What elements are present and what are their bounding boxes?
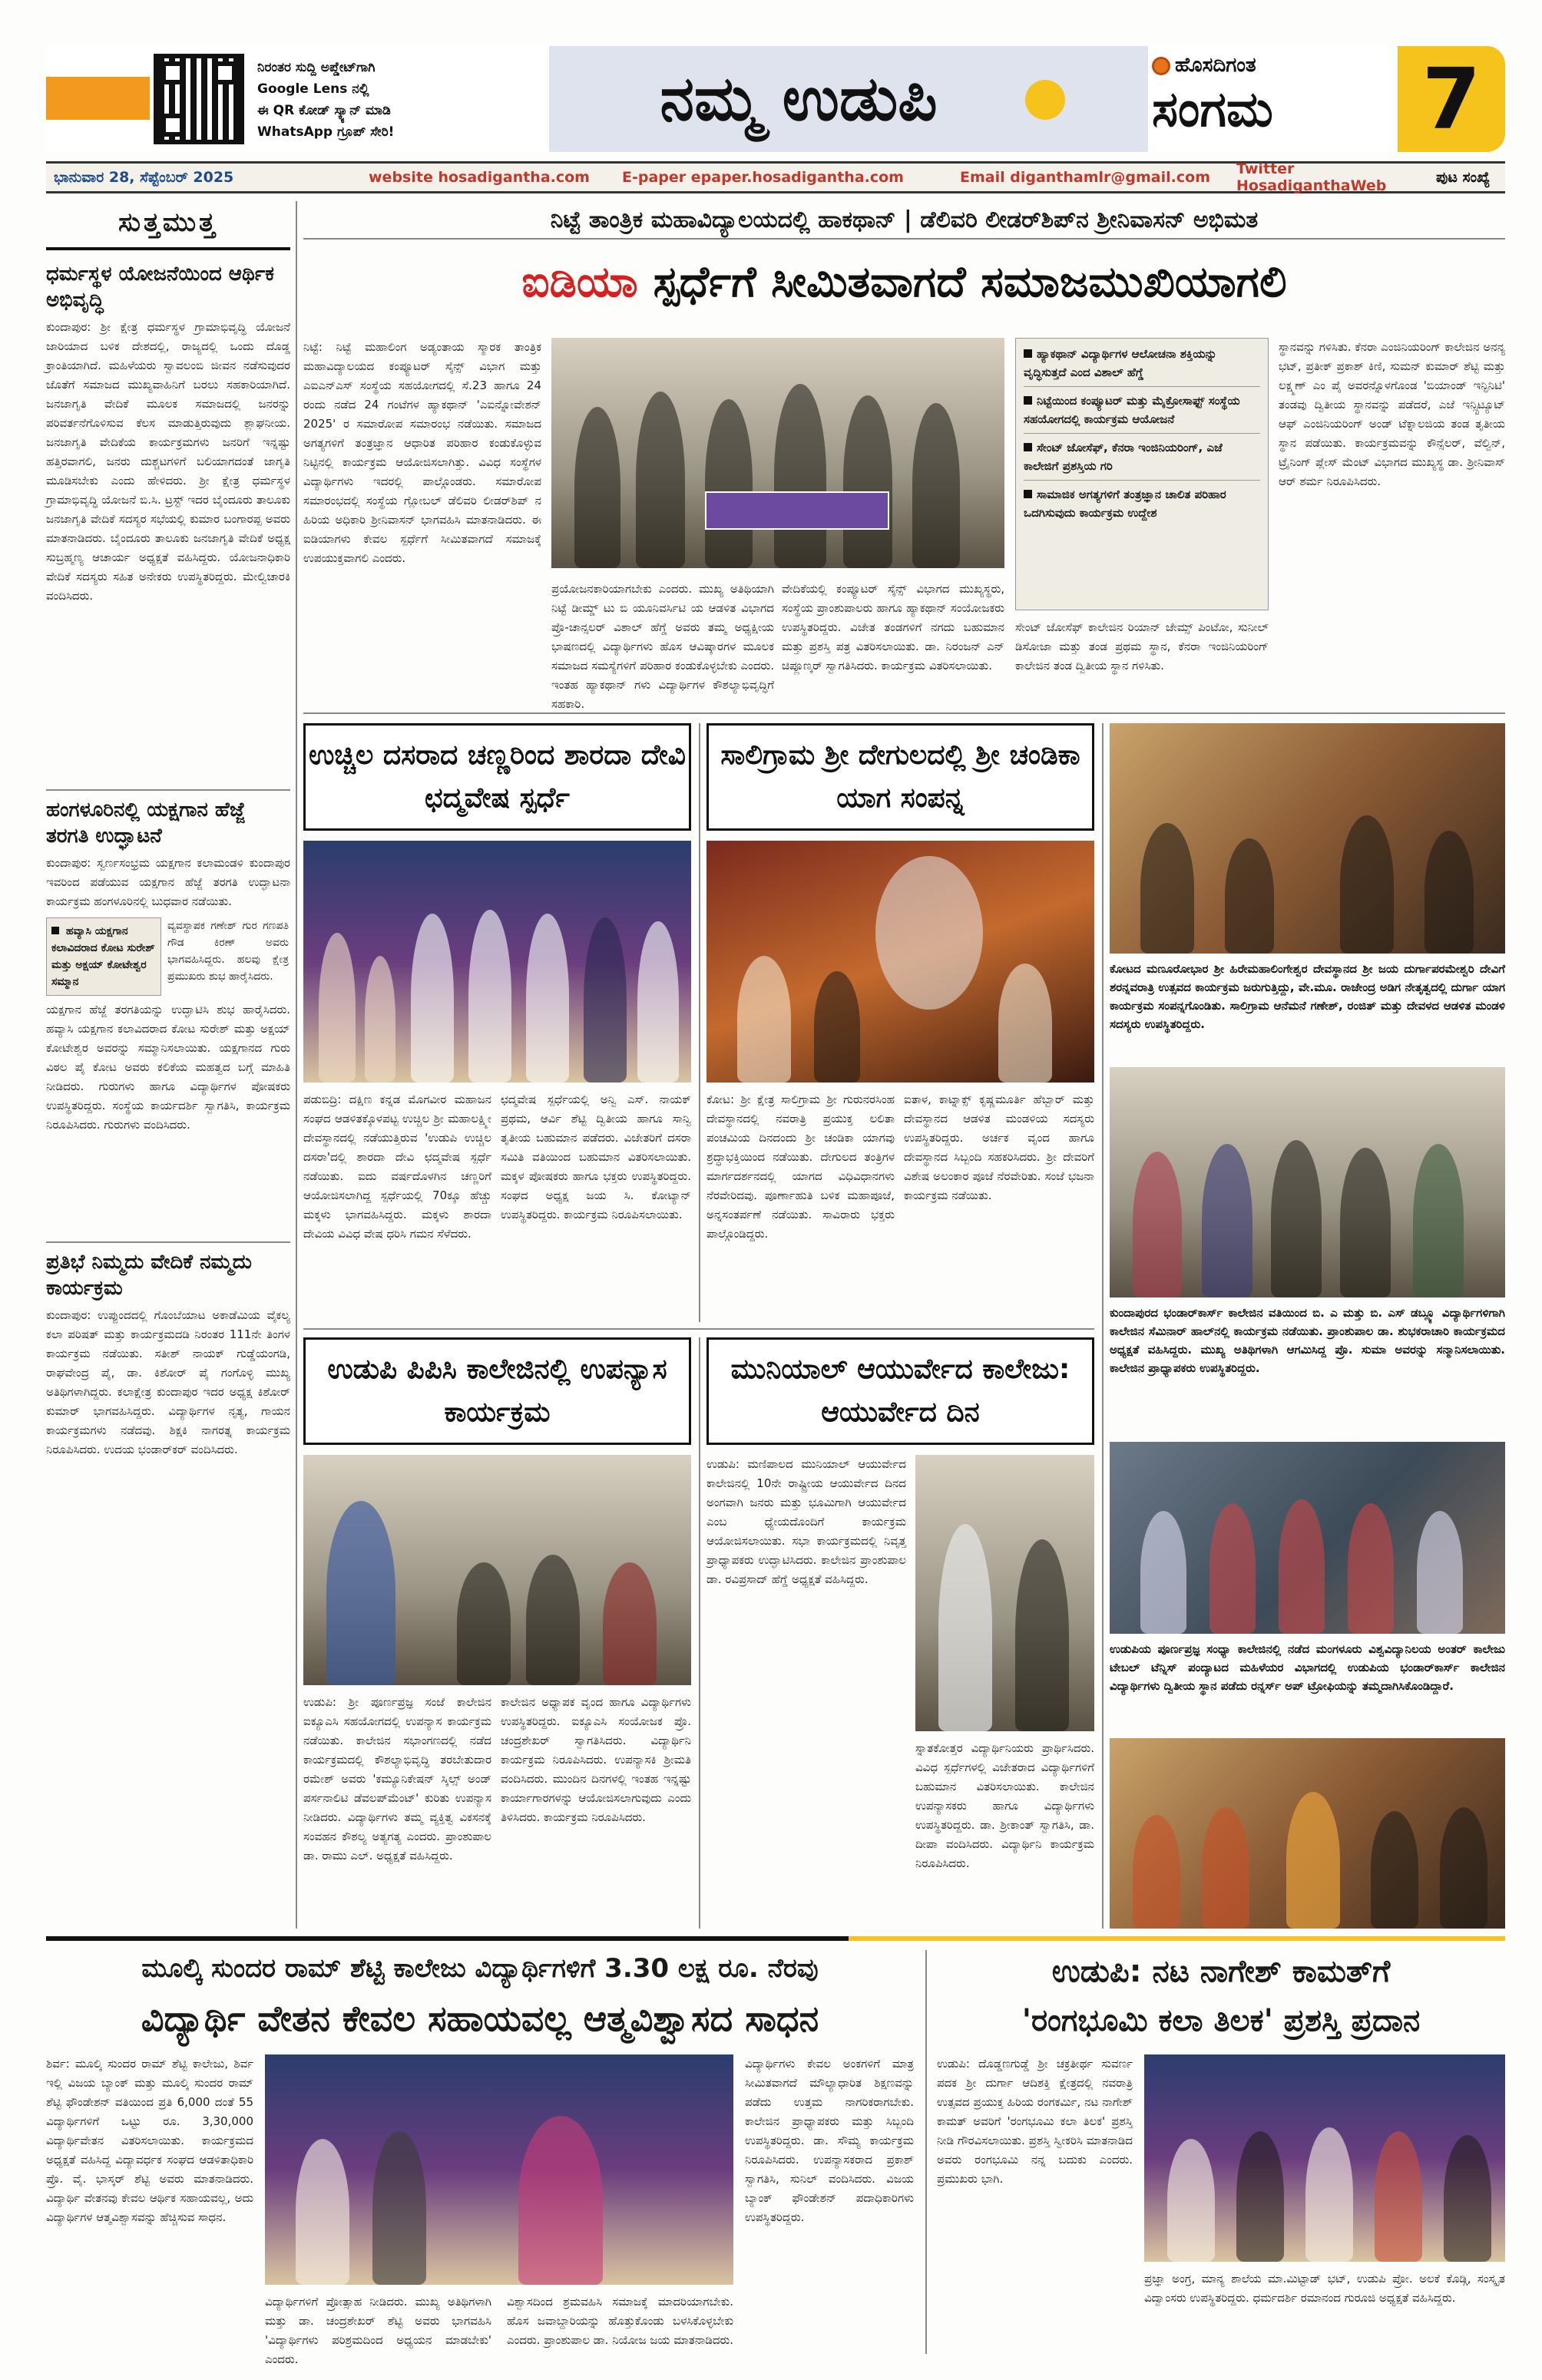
qr-text-line-4: WhatsApp ಗ್ರೂಪ್ ಸೇರಿ! — [257, 124, 395, 140]
ppc-headline-box — [303, 1337, 691, 1445]
temple-caption: ಕೋಟದ ಮಣೂರೋಭಾರ ಶ್ರೀ ಹಿರೇಮಹಾಲಿಂಗೇಶ್ವರ ದೇವಸ್ಥಾನದ ಶ್ರೀ ಜಯ ದುರ್ಗಾಪರಮೇಶ್ವರಿ ದೇವಿಗೆ ಶರನ್ನವರಾತ್ರಿ ಉತ್ಸವದ ಕಾರ್ಯಕ್ರಮ ಜರುಗುತ್ತಿದ್ದು, ವೇ.ಮೂ. ರಾಜೇಂದ್ರ ಅಡಿಗ ನೇತೃತ್ವದಲ್ಲಿ ದುರ್ಗಾ ಯಾಗ ಕಾರ್ಯಕ್ರಮ ಸಂಪನ್ನಗೊಂಡಿತು. ಸಾಲಿಗ್ರಾಮ ಆನೆಮನೆ ಗಣೇಶ್, ರಂಜಿತ್ ಮತ್ತು ದೇವಳದ ಆಡಳಿತ ಮಂಡಳಿ ಸದಸ್ಯರು ಉಪಸ್ಥಿತರಿದ್ದರು. — [1110, 962, 1505, 1031]
sidebar-story-3-headline: ಪ್ರತಿಭೆ ನಿಮ್ಮದು ವೇದಿಕೆ ನಮ್ಮದು ಕಾರ್ಯಕ್ರಮ — [46, 1241, 290, 1301]
sidebar-bullet-text: ಹವ್ಯಾಸಿ ಯಕ್ಷಗಾನ ಕಲಾವಿದರಾದ ಕೋಟ ಸುರೇಶ್ ಮತ್ತು ಅಕ್ಷಯ್ ಕೋಟೇಶ್ವರ ಸಮ್ಮಾನ — [51, 925, 155, 988]
sidebar-story-2-body-2: ಯಕ್ಷಗಾನ ಹೆಜ್ಜೆ ತರಗತಿಯನ್ನು ಉದ್ಘಾಟಿಸಿ ಶುಭ ಹಾರೈಸಿದರು. ಹವ್ಯಾಸಿ ಯಕ್ಷಗಾನ ಕಲಾವಿದರಾದ ಕೋಟ ಸುರೇಶ್ ಮತ್ತು ಅಕ್ಷಯ್ ಕೋಟೇಶ್ವರ ಅವರನ್ನು ಸಮ್ಮಾನಿಸಲಾಯಿತು. ಯಕ್ಷಗಾನದ ಗುರು ವಿಠಲ ಪೈ ಕೋಟ ಅವರು ಕಲಿಕೆಯ ಮಹತ್ವದ ಬಗ್ಗೆ ಮಾಹಿತಿ ನೀಡಿದರು. ಗುರುಗಳು ಹಾಗೂ ವಿದ್ಯಾರ್ಥಿಗಳ ಪೋಷಕರು ಉಪಸ್ಥಿತರಿದ್ದರು. ಸಂಸ್ಥೆಯ ಕಾರ್ಯದರ್ಶಿ ಸ್ವಾಗತಿಸಿ, ಕಾರ್ಯಕ್ರಮ ನಿರೂಪಿಸಿದರು. ಗುರುಗಳು ವಂದಿಸಿದರು. — [46, 1003, 290, 1132]
beejadi-photo[interactable] — [1110, 1738, 1505, 1929]
saligrama-headline-box — [706, 723, 1094, 831]
qr-text-line-3: ಈ QR ಕೋಡ್ ಸ್ಕ್ಯಾನ್ ಮಾಡಿ — [257, 103, 391, 118]
lead-bullet-4: ಸಾಮಾಜಿಕ ಅಗತ್ಯಗಳಿಗೆ ತಂತ್ರಜ್ಞಾನ ಚಾಲಿತ ಪರಿಹಾರ ಒದಗಿಸುವುದು ಕಾರ್ಯಕ್ರಮ ಉದ್ದೇಶ — [1024, 488, 1226, 520]
epaper-link[interactable]: E-paper epaper.hosadigantha.com — [622, 169, 904, 186]
scholarship-col-2: ವಿದ್ಯಾರ್ಥಿಗಳಿಗೆ ಪ್ರೋತ್ಸಾಹ ನೀಡಿದರು. ಮುಖ್ಯ ಅತಿಥಿಗಳಾಗಿ ಮತ್ತು ಡಾ. ಚಂದ್ರಶೇಖರ್ ಶೆಟ್ಟಿ ಅವರು ಭಾಗವಹಿಸಿ 'ವಿದ್ಯಾರ್ಥಿಗಳು ಪರಿಶ್ರಮದಿಂದ ಅಧ್ಯಯನ ಮಾಡಬೇಕು' ಎಂದರು. — [265, 2295, 491, 2366]
lead-kicker: ನಿಟ್ಟೆ ತಾಂತ್ರಿಕ ಮಹಾವಿದ್ಯಾಲಯದಲ್ಲಿ ಹಾಕಥಾನ್ | ಡೆಲಿವರಿ ಲೀಡರ್‌ಶಿಪ್‌ನ ಶ್ರೀನಿವಾಸನ್ ಅಭಿಮತ — [303, 201, 1505, 240]
ppc-col-1: ಉಡುಪಿ: ಶ್ರೀ ಪೂರ್ಣಪ್ರಜ್ಞ ಸಂಜೆ ಕಾಲೇಜಿನ ಐಕ್ಯೂಎಸಿ ಸಹಯೋಗದಲ್ಲಿ ಉಪನ್ಯಾಸ ಕಾರ್ಯಕ್ರಮ ನಡೆಯಿತು. ಕಾಲೇಜಿನ ಸಭಾಂಗಣದಲ್ಲಿ ನಡೆದ ಕಾರ್ಯಕ್ರಮದಲ್ಲಿ ಕೌಶಲ್ಯಾಭಿವೃದ್ಧಿ ತರಬೇತುದಾರ ರಮೇಶ್ ಅವರು 'ಕಮ್ಯೂನಿಕೇಷನ್ ಸ್ಕಿಲ್ಸ್ ಅಂಡ್ ಪರ್ಸನಾಲಿಟಿ ಡೆವಲಪ್‌ಮೆಂಟ್' ಕುರಿತು ಉಪನ್ಯಾಸ ನೀಡಿದರು. ವಿದ್ಯಾರ್ಥಿಗಳು ತಮ್ಮ ವ್ಯಕ್ತಿತ್ವ ವಿಕಸನಕ್ಕೆ ಸಂವಹನ ಕೌಶಲ್ಯ ಅತ್ಯಗತ್ಯ ಎಂದರು. ಪ್ರಾಂಶುಪಾಲ ಡಾ. ರಾಮು ಎಲ್. ಅಧ್ಯಕ್ಷತೆ ವಹಿಸಿದ್ದರು. — [303, 1695, 491, 1863]
scholarship-headline-main: ವಿದ್ಯಾರ್ಥಿ ವೇತನ ಕೇವಲ ಸಹಾಯವಲ್ಲ ಆತ್ಮವಿಶ್ವಾಸದ ಸಾಧನ — [141, 1998, 819, 2039]
temple-photo[interactable] — [1110, 723, 1505, 954]
qr-text-line-1: ನಿರಂತರ ಸುದ್ದಿ ಅಪ್ಡೇಟ್‌ಗಾಗಿ — [257, 60, 376, 75]
ayurveda-photo[interactable] — [915, 1455, 1094, 1731]
sidebar-story-2-side: ವ್ಯವಸ್ಥಾಪಕ ಗಣೇಶ್ ಗುರ ಗಣಪತಿ ಗೌಡ ಕಿರಣ್ ಅವರು ಭಾಗವಹಿಸಿದ್ದರು. ಹಲವು ಕ್ಷೇತ್ರ ಪ್ರಮುಖರು ಶುಭ ಹಾರೈಸಿದರು. — [167, 920, 289, 983]
lead-bullet-3: ಸೇಂಟ್ ಜೋಸೆಫ್, ಕೆನರಾ ಇಂಜಿನಿಯರಿಂಗ್, ಎಜೆ ಕಾಲೇಜಿಗೆ ಪ್ರಶಸ್ತಿಯ ಗರಿ — [1024, 438, 1260, 481]
sun-icon — [1025, 80, 1065, 120]
lead-col-3: ವೇದಿಕೆಯಲ್ಲಿ ಕಂಪ್ಯೂಟರ್ ಸೈನ್ಸ್ ವಿಭಾಗದ ಮುಖ್ಯಸ್ಥರು, ಸಂಸ್ಥೆಯ ಪ್ರಾಂಶುಪಾಲರು ಹಾಗೂ ಹ್ಯಾಕಥಾನ್ ಸಂಯೋಜಕರು ಉಪಸ್ಥಿತರಿದ್ದರು. ವಿಜೇತ ತಂಡಗಳಿಗೆ ನಗದು ಬಹುಮಾನ ಮತ್ತು ಪ್ರಶಸ್ತಿ ಪತ್ರ ವಿತರಿಸಲಾಯಿತು. ಡಾ. ನಿರಂಜನ್ ಎನ್ ಚಿಪ್ಲೂಣ್ಕರ್ ಸ್ವಾಗತಿಸಿದರು. ಕಾರ್ಯಕ್ರಮ ವಿತರಿಸಲಾಯಿತು. — [782, 582, 1004, 673]
brand-badge — [1152, 54, 1382, 142]
qr-instructions — [257, 57, 541, 143]
bhandarkars-caption: ಕುಂದಾಪುರದ ಭಂಡಾರ್‌ಕಾರ್ಸ್ ಕಾಲೇಜಿನ ವತಿಯಿಂದ ಬಿ. ಎ ಮತ್ತು ಬಿ. ಎಸ್ ಡಬ್ಲ್ಯೂ ವಿದ್ಯಾರ್ಥಿಗಳಿಗಾಗಿ ಕಾಲೇಜಿನ ಸೆಮಿನಾರ್ ಹಾಲ್‌ನಲ್ಲಿ ಕಾರ್ಯಕ್ರಮ ನಡೆಯಿತು. ಪ್ರಾಂಶುಪಾಲ ಡಾ. ಶುಭಕರಾಚಾರಿ ಕಾರ್ಯಕ್ರಮದ ಅಧ್ಯಕ್ಷತೆ ವಹಿಸಿದ್ದರು. ಮುಖ್ಯ ಅತಿಥಿಗಳಾಗಿ ಆಗಮಿಸಿದ್ದ ಪ್ರೊ. ಸುಮಾ ಅವರನ್ನು ಸನ್ಮಾನಿಸಲಾಯಿತು. ಕಾಲೇಜಿನ ಪ್ರಾಧ್ಯಾಪಕರು ಉಪಸ್ಥಿತರಿದ್ದರು. — [1110, 1306, 1505, 1375]
scholarship-headline-top: ಮೂಲ್ಕಿ ಸುಂದರ ರಾಮ್ ಶೆಟ್ಟಿ ಕಾಲೇಜು ವಿದ್ಯಾರ್ಥಿಗಳಿಗೆ 3.30 ಲಕ್ಷ ರೂ. ನೆರವು — [141, 1953, 819, 1984]
lead-headline — [303, 244, 1505, 321]
ayurveda-headline: ಮುನಿಯಾಲ್ ಆಯುರ್ವೇದ ಕಾಲೇಜು: ಆಯುರ್ವೇದ ದಿನ — [730, 1354, 1070, 1428]
dasara-col-1: ಪಡುಬಿದ್ರಿ: ದಕ್ಷಿಣ ಕನ್ನಡ ಮೊಗವೀರ ಮಹಾಜನ ಸಂಘದ ಆಡಳಿತಕ್ಕೊಳಪಟ್ಟ ಉಚ್ಚಿಲ ಶ್ರೀ ಮಹಾಲಕ್ಷ್ಮೀ ದೇವಸ್ಥಾನದಲ್ಲಿ ನಡೆಯುತ್ತಿರುವ 'ಉಡುಪಿ ಉಚ್ಚಿಲ ದಸರಾ'ದಲ್ಲಿ ಶಾರದಾ ದೇವಿ ಛದ್ಮವೇಷ ಸ್ಪರ್ಧೆ ನಡೆಯಿತು. ಐದು ವರ್ಷದೊಳಗಿನ ಚಣ್ಣರಿಗೆ ಆಯೋಜಿಸಲಾಗಿದ್ದ ಸ್ಪರ್ಧೆಯಲ್ಲಿ 70ಕ್ಕೂ ಹೆಚ್ಚು ಮಕ್ಕಳು ಭಾಗವಹಿಸಿದ್ದರು. ಮಕ್ಕಳು ಶಾರದಾ ದೇವಿಯ ವಿವಿಧ ವೇಷ ಧರಿಸಿ ಗಮನ ಸೆಳೆದರು. — [303, 1092, 491, 1241]
mid-divider-2 — [699, 1337, 700, 1929]
bottom-divider — [925, 1950, 927, 2354]
ayurveda-headline-box — [706, 1337, 1094, 1445]
saligrama-headline: ಸಾಲಿಗ್ರಾಮ ಶ್ರೀ ದೇಗುಲದಲ್ಲಿ ಶ್ರೀ ಚಂಡಿಕಾ ಯಾಗ ಸಂಪನ್ನ — [720, 739, 1080, 814]
issue-date: ಭಾನುವಾರ 28, ಸೆಪ್ಟೆಂಬರ್ 2025 — [54, 169, 234, 186]
qr-text-line-2: Google Lens ನಲ್ಲಿ — [257, 81, 369, 97]
ayurveda-col-1: ಉಡುಪಿ: ಮಣಿಪಾಲದ ಮುನಿಯಾಲ್ ಆಯುರ್ವೇದ ಕಾಲೇಜಿನಲ್ಲಿ 10ನೇ ರಾಷ್ಟ್ರೀಯ ಆಯುರ್ವೇದ ದಿನದ ಅಂಗವಾಗಿ ಜನರು ಮತ್ತು ಭೂಮಿಗಾಗಿ ಆಯುರ್ವೇದ ಎಂಬ ಧ್ಯೇಯದೊಂದಿಗೆ ಕಾರ್ಯಕ್ರಮ ಆಯೋಜಿಸಲಾಯಿತು. ಸಭಾ ಕಾರ್ಯಕ್ರಮದಲ್ಲಿ ನಿವೃತ್ತ ಪ್ರಾಧ್ಯಾಪಕರು ಉದ್ಘಾಟಿಸಿದರು. ಕಾಲೇಜಿನ ಪ್ರಾಂಶುಪಾಲ ಡಾ. ರವಿಪ್ರಸಾದ್ ಹೆಗ್ಡೆ ಅಧ್ಯಕ್ಷತೆ ವಹಿಸಿದ್ದರು. — [706, 1457, 906, 1586]
sidebar-story-3-body: ಕುಂದಾಪುರ: ಉಪ್ಪುಂದದಲ್ಲಿ ಗೊಂಬೆಯಾಟ ಅಕಾಡೆಮಿಯ ವೈಕಲ್ಯ ಕಲಾ ಪರಿಷತ್ ಮತ್ತು ಕಾರ್ಯಕ್ರಮದಡಿ ನಿರಂತರ 111ನೇ ತಿಂಗಳ ಕಾರ್ಯಕ್ರಮ ನಡೆಯಿತು. ಸತೀಶ್ ನಾಯಕ್ ಗುಡ್ಡೆಯಂಗಡಿ, ರಾಘವೇಂದ್ರ ಪೈ, ಡಾ. ಕಿಶೋರ್ ಪೈ ಗಂಗೊಳ್ಳಿ ಮುಖ್ಯ ಅತಿಥಿಗಳಾಗಿದ್ದರು. ಕಲಾಕ್ಷೇತ್ರ ಕುಂದಾಪುರ ಇದರ ಅಧ್ಯಕ್ಷ ಕಿಶೋರ್ ಕುಮಾರ್ ಭಾಗವಹಿಸಿದ್ದರು. ವಿದ್ಯಾರ್ಥಿಗಳ ನೃತ್ಯ, ಗಾಯನ ಕಾರ್ಯಕ್ರಮಗಳು ನಡೆದವು. ಶಿಕ್ಷಕಿ ನಾಗರತ್ನ ಕಾರ್ಯಕ್ರಮ ನಿರೂಪಿಸಿದರು. ಉದಯ ಭಂಡಾರ್‌ಕರ್ ವಂದಿಸಿದರು. — [46, 1308, 290, 1456]
scholarship-col-3: ವಿಶ್ವಾಸದಿಂದ ಶ್ರಮವಹಿಸಿ ಸಮಾಜಕ್ಕೆ ಮಾದರಿಯಾಗಬೇಕು. ಹೊಸ ಜವಾಬ್ದಾರಿಯನ್ನು ಹೊತ್ತುಕೊಂಡು ಬಳಸಿಕೊಳ್ಳಬೇಕು ಎಂದರು. ಪ್ರಾಂಶುಪಾಲ ಡಾ. ನಿಯೋಜ ಜಯ ಮಾತನಾಡಿದರು. — [507, 2295, 733, 2347]
bullet-square-icon — [51, 927, 59, 934]
sidebar-title: ಸುತ್ತಮುತ್ತ — [46, 201, 290, 250]
info-strip — [46, 161, 1505, 193]
saligrama-col-2: ಐತಾಳ, ಕಾಟ್ನಾಕ್ಸ್ ಕೃಷ್ಣಮೂರ್ತಿ ಹೆಬ್ಬಾರ್ ಮತ್ತು ದೇವಸ್ಥಾನದ ಆಡಳಿತ ಮಂಡಳಿಯ ಸದಸ್ಯರು ಉಪಸ್ಥಿತರಿದ್ದರು. ಅರ್ಚಕ ವೃಂದ ಹಾಗೂ ದೇವಸ್ಥಾನದ ಸಿಬ್ಬಂದಿ ಸಹಕರಿಸಿದರು. ಶ್ರೀ ದೇವರಿಗೆ ವಿಶೇಷ ಅಲಂಕಾರ ಪೂಜೆ ನೆರವೇರಿತು. ಸಂಜೆ ಭಜನಾ ಕಾರ್ಯಕ್ರಮ ನಡೆಯಿತು. — [904, 1092, 1094, 1202]
brand-name: ಹೊಸದಿಗಂತ — [1175, 54, 1256, 77]
mid-rule — [303, 1328, 1094, 1330]
sidebar-divider — [296, 201, 297, 1929]
sidebar-story-1-headline: ಧರ್ಮಸ್ಥಳ ಯೋಜನೆಯಿಂದ ಆರ್ಥಿಕ ಅಭಿವೃದ್ಧಿ — [46, 263, 274, 312]
page-number-box — [1398, 46, 1505, 152]
nagesh-headline-main: 'ರಂಗಭೂಮಿ ಕಲಾ ತಿಲಕ' ಪ್ರಶಸ್ತಿ ಪ್ರದಾನ — [1021, 2003, 1421, 2038]
qr-code[interactable] — [154, 54, 244, 144]
bullet-square-icon — [1024, 349, 1032, 358]
page-title: ನಮ್ಮ ಉಡುಪಿ — [660, 63, 938, 134]
scholarship-col-1: ಶಿರ್ವ: ಮೂಲ್ಕಿ ಸುಂದರ ರಾಮ್ ಶೆಟ್ಟಿ ಕಾಲೇಜು, ಶಿರ್ವ ಇಲ್ಲಿ ವಿಜಯ ಬ್ಯಾಂಕ್ ಮತ್ತು ಮೂಲ್ಕಿ ಸುಂದರ ರಾಮ್ ಶೆಟ್ಟಿ ಫೌಂಡೇಶನ್ ವತಿಯಿಂದ ಪ್ರತಿ 6,000 ದಂತೆ 55 ವಿದ್ಯಾರ್ಥಿಗಳಿಗೆ ಒಟ್ಟು ರೂ. 3,30,000 ವಿದ್ಯಾರ್ಥಿವೇತನ ವಿತರಿಸಲಾಯಿತು. ಕಾರ್ಯಕ್ರಮದ ಅಧ್ಯಕ್ಷತೆ ವಹಿಸಿದ್ದ ವಿದ್ಯಾವರ್ಧಕ ಸಂಘದ ಆಡಳಿತಾಧಿಕಾರಿ ಪ್ರೊ. ವೈ. ಭಾಸ್ಕರ್ ಶೆಟ್ಟಿ ಅವರು ಮಾತನಾಡಿದರು. ವಿದ್ಯಾರ್ಥಿ ವೇತನವು ಕೇವಲ ಆರ್ಥಿಕ ಸಹಾಯವಲ್ಲ, ಅದು ವಿದ್ಯಾರ್ಥಿಗಳ ಆತ್ಮವಿಶ್ವಾಸವನ್ನು ಹೆಚ್ಚಿಸುವ ಸಾಧನ. — [46, 2057, 253, 2224]
nagesh-photo[interactable] — [1144, 2054, 1505, 2262]
nagesh-headline-top: ಉಡುಪಿ: ನಟ ನಾಗೇಶ್ ಕಾಮತ್‌ಗೆ — [1051, 1954, 1391, 1989]
lead-headline-black: ಸ್ಪರ್ಧೆಗೆ ಸೀಮಿತವಾಗದೆ ಸಮಾಜಮುಖಿಯಾಗಲಿ — [653, 257, 1287, 307]
ayurveda-col-2: ಸ್ನಾತಕೋತ್ತರ ವಿದ್ಯಾರ್ಥಿನಿಯರು ಪ್ರಾರ್ಥಿಸಿದರು. ವಿವಿಧ ಸ್ಪರ್ಧೆಗಳಲ್ಲಿ ವಿಜೇತರಾದ ವಿದ್ಯಾರ್ಥಿಗಳಿಗೆ ಬಹುಮಾನ ವಿತರಿಸಲಾಯಿತು. ಕಾಲೇಜಿನ ಉಪನ್ಯಾಸಕರು ಹಾಗೂ ವಿದ್ಯಾರ್ಥಿಗಳು ಉಪಸ್ಥಿತರಿದ್ದರು. ಡಾ. ಶ್ರೀಕಾಂತ್ ಸ್ವಾಗತಿಸಿ, ಡಾ. ದೀಪಾ ವಂದಿಸಿದರು. ವಿದ್ಯಾರ್ಥಿನಿ ಕಾರ್ಯಕ್ರಮ ನಿರೂಪಿಸಿದರು. — [915, 1741, 1094, 1870]
dasara-photo[interactable] — [303, 841, 691, 1083]
bottom-band-rule — [46, 1936, 1505, 1941]
nagesh-col-1: ಉಡುಪಿ: ದೊಡ್ಡಣಗುಡ್ಡೆ ಶ್ರೀ ಚಕ್ರತೀರ್ಥ ಸುವರ್ಣ ಪದಕ ಶ್ರೀ ದುರ್ಗಾ ಆದಿಶಕ್ತಿ ಕ್ಷೇತ್ರದಲ್ಲಿ ನವರಾತ್ರಿ ಉತ್ಸವದ ಪ್ರಯುಕ್ತ ಹಿರಿಯ ರಂಗಕರ್ಮಿ, ನಟ ನಾಗೇಶ್ ಕಾಮತ್ ಅವರಿಗೆ 'ರಂಗಭೂಮಿ ಕಲಾ ತಿಲಕ' ಪ್ರಶಸ್ತಿ ನೀಡಿ ಗೌರವಿಸಲಾಯಿತು. ಪ್ರಶಸ್ತಿ ಸ್ವೀಕರಿಸಿ ಮಾತನಾಡಿದ ಅವರು ರಂಗಭೂಮಿ ನನ್ನ ಬದುಕು ಎಂದರು. ಪ್ರಮುಖರು ಭಾಗಿ. — [937, 2057, 1133, 2186]
right-column-divider — [1102, 723, 1104, 1929]
bullet-square-icon — [1024, 490, 1032, 498]
sidebar-story-1-body: ಕುಂದಾಪುರ: ಶ್ರೀ ಕ್ಷೇತ್ರ ಧರ್ಮಸ್ಥಳ ಗ್ರಾಮಾಭಿವೃದ್ಧಿ ಯೋಜನೆ ಜಾರಿಯಾದ ಬಳಿಕ ದೇಶದಲ್ಲಿ, ರಾಜ್ಯದಲ್ಲಿ ಒಂದು ದೊಡ್ಡ ಕ್ರಾಂತಿಯಾಗಿದೆ. ಮಹಿಳೆಯರು ಸ್ವಾವಲಂಬಿ ಜೀವನ ನಡೆಸುವುದರ ಜೊತೆಗೆ ಸಮಾಜದ ಮುಖ್ಯವಾಹಿನಿಗೆ ಬರಲು ಸಹಕಾರಿಯಾಗಿದೆ. ಜನಜಾಗೃತಿ ವೇದಿಕೆ ಮೂಲಕ ಸಮಾಜದಲ್ಲಿ ಜನರನ್ನು ಪರಿವರ್ತನೆಗೊಳಿಸುವ ಕೆಲಸ ಮಾಡುತ್ತಿರುವುದು ಶ್ಲಾಘನೀಯ. ಜನಜಾಗೃತಿ ವೇದಿಕೆಯ ಕಾರ್ಯಕ್ರಮಗಳು ಜನರಿಗೆ ಇನ್ನಷ್ಟು ಹತ್ತಿರವಾಗಲಿ, ಜನರು ದುಶ್ಚಟಗಳಿಗೆ ಬಲಿಯಾಗದಂತೆ ಜಾಗೃತಿ ಮೂಡಿಸಬೇಕು ಎಂದು ಹೇಳಿದರು. ಶ್ರೀ ಕ್ಷೇತ್ರ ಧರ್ಮಸ್ಥಳ ಗ್ರಾಮಾಭಿವೃದ್ಧಿ ಯೋಜನೆ ಬಿ.ಸಿ. ಟ್ರಸ್ಟ್ ಇದರ ಬೈಂದೂರು ತಾಲೂಕು ಜನಜಾಗೃತಿ ವೇದಿಕೆ ಸದಸ್ಯರ ಸಭೆಯಲ್ಲಿ ಕುಮಾರ ಬಂಗಾರಪ್ಪ ಅವರು ಮಾತನಾಡಿದರು. ಬೈಂದೂರು ತಾಲೂಕು ಜನಜಾಗೃತಿ ವೇದಿಕೆ ಅಧ್ಯಕ್ಷ ಸುಬ್ರಹ್ಮಣ್ಯ ಆಚಾರ್ಯ ಅಧ್ಯಕ್ಷತೆ ವಹಿಸಿದ್ದರು. ಯೋಜನಾಧಿಕಾರಿ ವೇದಿಕೆ ಸದಸ್ಯರು ಸಹಿತ ಅನೇಕರು ಉಪಸ್ಥಿತರಿದ್ದರು. ಮೇಲ್ವಿಚಾರಕಿ ವಂದಿಸಿದರು. — [46, 320, 290, 603]
ppc-col-2: ಕಾಲೇಜಿನ ಅಧ್ಯಾಪಕ ವೃಂದ ಹಾಗೂ ವಿದ್ಯಾರ್ಥಿಗಳು ಉಪಸ್ಥಿತರಿದ್ದರು. ಐಕ್ಯೂಎಸಿ ಸಂಯೋಜಕ ಪ್ರೊ. ಚಂದ್ರಶೇಖರ್ ಸ್ವಾಗತಿಸಿದರು. ವಿದ್ಯಾರ್ಥಿನಿ ಕಾರ್ಯಕ್ರಮ ನಿರೂಪಿಸಿದರು. ಉಪನ್ಯಾಸಕಿ ಶ್ರೀಮತಿ ವಂದಿಸಿದರು. ಮುಂದಿನ ದಿನಗಳಲ್ಲಿ ಇಂತಹ ಇನ್ನಷ್ಟು ಕಾರ್ಯಾಗಾರಗಳನ್ನು ಆಯೋಜಿಸಲಾಗುವುದು ಎಂದು ತಿಳಿಸಿದರು. ಕಾರ್ಯಕ್ರಮ ನಿರೂಪಿಸಿದರು. — [501, 1695, 691, 1824]
table-tennis-caption: ಉಡುಪಿಯ ಪೂರ್ಣಪ್ರಜ್ಞ ಸಂಧ್ಯಾ ಕಾಲೇಜಿನಲ್ಲಿ ನಡೆದ ಮಂಗಳೂರು ವಿಶ್ವವಿದ್ಯಾನಿಲಯ ಅಂತರ್ ಕಾಲೇಜು ಟೇಬಲ್ ಟೆನ್ನಿಸ್ ಪಂದ್ಯಾಟದ ಮಹಿಳೆಯರ ವಿಭಾಗದಲ್ಲಿ ಉಡುಪಿಯ ಭಂಡಾರ್‌ಕಾರ್ಸ್ ಕಾಲೇಜಿನ ವಿದ್ಯಾರ್ಥಿಗಳು ದ್ವಿತೀಯ ಸ್ಥಾನ ಪಡೆದು ರನ್ನರ್ಸ್ ಅಪ್ ಟ್ರೋಫಿಯನ್ನು ತಮ್ಮದಾಗಿಸಿಕೊಂಡಿದ್ದಾರೆ. — [1110, 1642, 1505, 1693]
ppc-photo[interactable] — [303, 1455, 691, 1685]
lead-col-4: ಸೇಂಟ್ ಜೋಸೆಫ್ ಕಾಲೇಜಿನ ರಿಯಾನ್ ಜೇಮ್ಸ್ ಪಿಂಟೋ, ಸುನೀಲ್ ಡಿಸೋಜಾ ಮತ್ತು ತಂಡ ಪ್ರಥಮ ಸ್ಥಾನ, ಕೆನರಾ ಇಂಜಿನಿಯರಿಂಗ್ ಕಾಲೇಜಿನ ತಂಡ ದ್ವಿತೀಯ ಸ್ಥಾನ ಗಳಿಸಿತು. — [1015, 620, 1269, 673]
bullet-square-icon — [1024, 396, 1032, 405]
sidebar-story-2-body-1: ಕುಂದಾಪುರ: ಸ್ವರ್ಣಸಂಭ್ರಮ ಯಕ್ಷಗಾನ ಕಲಾಮಂಡಳಿ ಕುಂದಾಪುರ ಇವರಿಂದ ಪಡೆಯುವ ಯಕ್ಷಗಾನ ಹೆಜ್ಜೆ ತರಗತಿ ಉದ್ಘಾಟನಾ ಕಾರ್ಯಕ್ರಮ ಹಂಗಳೂರಿನಲ್ಲಿ ಬುಧವಾರ ನಡೆಯಿತು. — [46, 856, 290, 908]
lead-bullet-box — [1015, 338, 1269, 610]
sidebar-story-2-headline: ಹಂಗಳೂರಿನಲ್ಲಿ ಯಕ್ಷಗಾನ ಹೆಜ್ಜೆ ತರಗತಿ ಉದ್ಘಾಟನೆ — [46, 789, 290, 849]
twitter-link[interactable]: Twitter HosadiganthaWeb — [1236, 160, 1387, 194]
dasara-headline-box — [303, 723, 691, 831]
bullet-square-icon — [1024, 443, 1032, 451]
lead-photo[interactable] — [551, 338, 1004, 568]
brand-logo-icon — [1152, 57, 1170, 75]
nagesh-col-2: ಪ್ರಜ್ಞಾ ಅಂಗ್ರ, ಮಾನ್ಯ ಶಾಲೆಯ ಮಾ.ಮಿಟ್ಟಾಡ್ ಭಟ್, ಉಡುಪಿ ಪ್ರೋ. ಅಲಕೆ ಕೊಡ್ಗಿ, ಸಂಸ್ಕೃತ ವಿದ್ವಾಂಸರು ಉಪಸ್ಥಿತರಿದ್ದರು. ಧರ್ಮದರ್ಶಿ ರಮಾನಂದ ಗುರೂಜಿ ಅಧ್ಯಕ್ಷತೆ ವಹಿಸಿದ್ದರು. — [1144, 2272, 1505, 2305]
mid-divider-1 — [699, 723, 700, 1322]
table-tennis-photo[interactable] — [1110, 1442, 1505, 1634]
bhandarkars-photo[interactable] — [1110, 1067, 1505, 1297]
sidebar — [46, 201, 290, 1929]
sidebar-story-2-bullet — [46, 917, 161, 996]
email-link[interactable]: Email diganthamlr@gmail.com — [960, 169, 1210, 186]
orange-accent-block — [46, 77, 150, 120]
lead-col-5: ಸ್ಥಾನವನ್ನು ಗಳಿಸಿತು. ಕೆನರಾ ಎಂಜಿನಿಯರಿಂಗ್ ಕಾಲೇಜಿನ ಅನನ್ಯ ಭಟ್, ಪ್ರತೀಕ್ ಪ್ರಕಾಶ್ ಕಿಣಿ, ಸುಮನ್ ಕುಮಾರ್ ಶೆಟ್ಟಿ ಮತ್ತು ಲಕ್ಷ್ಮಣ್ ಎಂ ಪೈ ಅವರನ್ನೊಳಗೊಂಡ 'ಬಿಯಾಂಡ್ ಇನ್ಫಿನಿಟಿ' ತಂಡವು ದ್ವಿತೀಯ ಸ್ಥಾನವನ್ನು ಪಡೆದರೆ, ಎಜೆ ಇನ್ಸ್ಟಿಟ್ಯೂಟ್ ಆಫ್ ಎಂಜಿನಿಯರಿಂಗ್ ಅಂಡ್ ಟೆಕ್ನಾಲಜಿಯ ತಂಡ ತೃತೀಯ ಸ್ಥಾನ ಪಡೆಯಿತು. ಕಾರ್ಯಕ್ರಮವನ್ನು ಕೌನ್ಸೆಲರ್, ವೆಲ್ವಿನ್, ಟ್ರೈನಿಂಗ್ ಪ್ಲೇಸ್ ಮೆಂಟ್ ವಿಭಾಗದ ಮುಖ್ಯಸ್ಥ ಡಾ. ಶ್ರೀನಿವಾಸ್ ಆರ್ ಶರ್ಮ ನಿರೂಪಿಸಿದರು. — [1279, 340, 1505, 488]
saligrama-photo[interactable] — [706, 841, 1094, 1083]
lead-headline-red: ಐಡಿಯಾ — [521, 257, 638, 307]
lead-col-2: ಪ್ರಯೋಜನಕಾರಿಯಾಗಬೇಕು ಎಂದರು. ಮುಖ್ಯ ಅತಿಥಿಯಾಗಿ ನಿಟ್ಟೆ ಡೀಮ್ಡ್ ಟು ಬಿ ಯೂನಿವರ್ಸಿಟಿ ಯ ಆಡಳಿತ ವಿಭಾಗದ ಪ್ರೊ-ಚಾನ್ಸಲರ್ ವಿಶಾಲ್ ಹೆಗ್ಡೆ ಅವರು ತಮ್ಮ ಅಧ್ಯಕ್ಷೀಯ ಭಾಷಣದಲ್ಲಿ ವಿದ್ಯಾರ್ಥಿಗಳು ಹೊಸ ಆವಿಷ್ಕಾರಗಳ ಮೂಲಕ ಸಮಾಜದ ಸಮಸ್ಯೆಗಳಿಗೆ ಪರಿಹಾರ ಕಂಡುಕೊಳ್ಳಬೇಕು ಎಂದರು. ಇಂತಹ ಹ್ಯಾಕಥಾನ್ ಗಳು ವಿದ್ಯಾರ್ಥಿಗಳ ಕೌಶಲ್ಯಾಭಿವೃದ್ಧಿಗೆ ಸಹಕಾರಿ. — [551, 582, 774, 711]
dasara-headline: ಉಚ್ಚಿಲ ದಸರಾದ ಚಣ್ಣರಿಂದ ಶಾರದಾ ದೇವಿ ಛದ್ಮವೇಷ ಸ್ಪರ್ಧೆ — [308, 739, 687, 814]
dasara-col-2: ಛದ್ಮವೇಷ ಸ್ಪರ್ಧೆಯಲ್ಲಿ ಅನ್ವಿ ಎಸ್. ನಾಯಕ್ ಪ್ರಥಮ, ಆರ್ವಿ ಶೆಟ್ಟಿ ದ್ವಿತೀಯ ಹಾಗೂ ಸಾನ್ವಿ ತೃತೀಯ ಬಹುಮಾನ ಪಡೆದರು. ವಿಜೇತರಿಗೆ ದಸರಾ ಸಮಿತಿ ವತಿಯಿಂದ ಬಹುಮಾನ ವಿತರಿಸಲಾಯಿತು. ಮಕ್ಕಳ ಪೋಷಕರು ಹಾಗೂ ಭಕ್ತರು ಉಪಸ್ಥಿತರಿದ್ದರು. ಸಂಘದ ಅಧ್ಯಕ್ಷ ಜಯ ಸಿ. ಕೋಟ್ಯಾನ್ ಉಪಸ್ಥಿತರಿದ್ದರು. ಕಾರ್ಯಕ್ರಮ ನಿರೂಪಿಸಲಾಯಿತು. — [501, 1092, 691, 1221]
lead-bullet-1: ಹ್ಯಾಕಥಾನ್ ವಿದ್ಯಾರ್ಥಿಗಳ ಆಲೋಚನಾ ಶಕ್ತಿಯನ್ನು ವೃದ್ಧಿಸುತ್ತದೆ ಎಂದ ವಿಶಾಲ್ ಹೆಗ್ಡೆ — [1024, 345, 1260, 387]
website-link[interactable]: website hosadigantha.com — [369, 169, 590, 186]
page-number: 7 — [1421, 50, 1481, 148]
lead-col-1: ನಿಟ್ಟೆ: ನಿಟ್ಟೆ ಮಹಾಲಿಂಗ ಅಡ್ಯಂತಾಯ ಸ್ಮಾರಕ ತಾಂತ್ರಿಕ ಮಹಾವಿದ್ಯಾಲಯದ ಕಂಪ್ಯೂಟರ್ ಸೈನ್ಸ್ ವಿಭಾಗ ಮತ್ತು ಎಐಎನ್‌ಎಸ್ ಸಂಸ್ಥೆಯ ಸಹಯೋಗದಲ್ಲಿ ಸೆ.23 ಹಾಗೂ 24 ರಂದು ನಡೆದ 24 ಗಂಟೆಗಳ ಹ್ಯಾಕಥಾನ್ 'ಎಐನ್ನೋವೇಶನ್ 2025' ರ ಸಮಾರೋಪ ಸಮಾರಂಭ ನಡೆಯಿತು. ಸಮಾಜದ ಅಗತ್ಯಗಳಿಗೆ ತಂತ್ರಜ್ಞಾನ ಆಧಾರಿತ ಪರಿಹಾರ ಕಂಡುಕೊಳ್ಳುವ ನಿಟ್ಟಿನಲ್ಲಿ ಕಾರ್ಯಕ್ರಮ ಆಯೋಜಿಸಲಾಗಿತ್ತು. ವಿವಿಧ ಸಂಸ್ಥೆಗಳ ವಿದ್ಯಾರ್ಥಿಗಳು ಇದರಲ್ಲಿ ಪಾಲ್ಗೊಂಡರು. ಸಮಾರೋಪ ಸಮಾರಂಭದಲ್ಲಿ ಸಂಸ್ಥೆಯ ಗ್ಲೋಬಲ್ ಡೆಲಿವರಿ ಲೀಡರ್‌ಶಿಪ್ ನ ಹಿರಿಯ ಅಧಿಕಾರಿ ಶ್ರೀನಿವಾಸನ್ ಭಾಗವಹಿಸಿ ಮಾತನಾಡಿದರು. ಈ ಐಡಿಯಾಗಳು ಕೇವಲ ಸ್ಪರ್ಧೆಗೆ ಸೀಮಿತವಾಗದೆ ಸಮಾಜಕ್ಕೆ ಉಪಯುಕ್ತವಾಗಲಿ ಎಂದರು. — [303, 340, 541, 565]
masthead — [46, 46, 1505, 152]
scholarship-col-4: ವಿದ್ಯಾರ್ಥಿಗಳು ಕೇವಲ ಅಂಕಗಳಿಗೆ ಮಾತ್ರ ಸೀಮಿತವಾಗದೆ ಮೌಲ್ಯಾಧಾರಿತ ಶಿಕ್ಷಣವನ್ನು ಪಡೆದು ಉತ್ತಮ ನಾಗರಿಕರಾಗಬೇಕು. ಕಾಲೇಜಿನ ಪ್ರಾಧ್ಯಾಪಕರು ಮತ್ತು ಸಿಬ್ಬಂದಿ ಉಪಸ್ಥಿತರಿದ್ದರು. ಡಾ. ಸೌಮ್ಯ ಕಾರ್ಯಕ್ರಮ ನಿರೂಪಿಸಿದರು. ಉಪನ್ಯಾಸಕರಾದ ಪ್ರಕಾಶ್ ಸ್ವಾಗತಿಸಿ, ಸುನಿಲ್ ವಂದಿಸಿದರು. ವಿಜಯ ಬ್ಯಾಂಕ್ ಫೌಂಡೇಶನ್ ಪದಾಧಿಕಾರಿಗಳು ಉಪಸ್ಥಿತರಿದ್ದರು. — [745, 2057, 914, 2224]
lead-bullet-2: ನಿಟ್ಟೆಯಿಂದ ಕಂಪ್ಯೂಟರ್ ಮತ್ತು ಮೈಕ್ರೋಸಾಫ್ಟ್ ಸಂಸ್ಥೆಯ ಸಹಯೋಗದಲ್ಲಿ ಕಾರ್ಯಕ್ರಮ ಆಯೋಜನೆ — [1024, 392, 1260, 434]
page-count-label: ಪುಟ ಸಂಖ್ಯೆ — [1436, 169, 1491, 186]
saligrama-col-1: ಕೋಟ: ಶ್ರೀ ಕ್ಷೇತ್ರ ಸಾಲಿಗ್ರಾಮ ಶ್ರೀ ಗುರುನರಸಿಂಹ ದೇವಸ್ಥಾನದಲ್ಲಿ ನವರಾತ್ರಿ ಪ್ರಯುಕ್ತ ಲಲಿತಾ ಪಂಚಮಿಯ ದಿನದಂದು ಶ್ರೀ ಚಂಡಿಕಾ ಯಾಗವು ಶ್ರದ್ಧಾಭಕ್ತಿಯಿಂದ ನಡೆಯಿತು. ದೇಗುಲದ ತಂತ್ರಿಗಳ ಮಾರ್ಗದರ್ಶನದಲ್ಲಿ ಯಾಗದ ವಿಧಿವಿಧಾನಗಳು ನೆರವೇರಿದವು. ಪೂರ್ಣಾಹುತಿ ಬಳಿಕ ಮಹಾಪೂಜೆ, ಅನ್ನಸಂತರ್ಪಣೆ ನಡೆಯಿತು. ಸಾವಿರಾರು ಭಕ್ತರು ಪಾಲ್ಗೊಂಡಿದ್ದರು. — [706, 1092, 895, 1241]
scholarship-photo[interactable] — [265, 2054, 733, 2285]
lead-bottom-rule — [303, 712, 1505, 714]
ppc-headline: ಉಡುಪಿ ಪಿಪಿಸಿ ಕಾಲೇಜಿನಲ್ಲಿ ಉಪನ್ಯಾಸ ಕಾರ್ಯಕ್ರಮ — [327, 1354, 667, 1428]
section-name: ಸಂಗಮ — [1152, 81, 1273, 138]
